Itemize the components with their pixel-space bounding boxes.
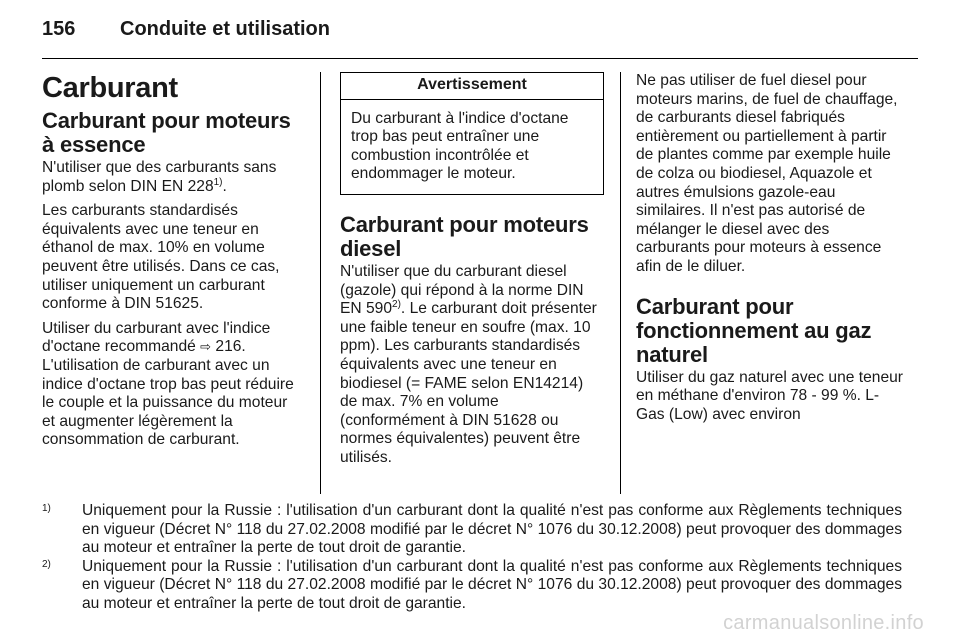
- footnotes: [42, 502, 902, 614]
- paragraph-diesel: [340, 263, 604, 468]
- warning-box: [340, 72, 604, 195]
- watermark: carmanualsonline.info: [723, 612, 924, 634]
- paragraph-unleaded-end: .: [222, 177, 227, 195]
- column-divider-1: [320, 72, 321, 494]
- paragraph-ethanol: Les carburants standardisés équivalents avec une teneur en éthanol de max. 10% en volume peuvent être utilisés. Dans ce cas, utiliser uniquement un carburant conforme à DIN 51625.: [42, 202, 280, 313]
- footnote-mark: 2): [42, 558, 51, 570]
- column-1: [42, 72, 304, 456]
- subsection-title-gaz-naturel: Carburant pour fonctionnement au gaz naturel: [636, 293, 872, 367]
- paragraph-diesel-b: . Le carburant doit présenter une faible teneur en soufre (max. 10 ppm). Les carburants standardisés équivalents avec une teneur en biodiesel (= FAME selon EN14214) de max. 7% en volume (conformément à DIN 51628 ou normes équivalentes) peuvent être utilisés.: [340, 300, 597, 466]
- page-reference-arrow-icon: ⇨: [200, 339, 212, 355]
- subsection-title-diesel: Carburant pour moteurs diesel: [340, 211, 589, 261]
- paragraph-gaz-naturel: Utiliser du gaz naturel avec une teneur en méthane d'environ 78 - 99 %. L-Gas (Low) avec environ: [636, 368, 903, 423]
- paragraph-diesel-a: N'utiliser que du carburant diesel (gazole) qui répond à la norme DIN EN 590: [340, 262, 584, 318]
- footnote-item: [42, 502, 902, 558]
- paragraph-octane-a: Utiliser du carburant avec l'indice d'octane recommandé: [42, 319, 271, 356]
- chapter-title: Conduite et utilisation: [120, 18, 330, 40]
- page-header: [42, 18, 330, 48]
- header-rule: [42, 58, 918, 59]
- paragraph-octane-b: . L'utilisation de carburant avec un indice d'octane trop bas peut réduire le couple et la puissance du moteur et augmenter légèrement la consommation de carburant.: [42, 338, 294, 449]
- section-title-carburant: Carburant: [42, 72, 178, 104]
- paragraph-unleaded-text: N'utiliser que des carburants sans plomb selon DIN EN 228: [42, 159, 277, 195]
- paragraph-octane: [42, 320, 304, 450]
- warning-title: Avertissement: [341, 73, 603, 100]
- footnote-ref-2[interactable]: 2): [392, 298, 401, 310]
- page-reference-link[interactable]: 216: [215, 338, 242, 356]
- footnote-mark: 1): [42, 503, 51, 514]
- column-divider-2: [620, 72, 621, 494]
- footnote-item: [42, 558, 902, 614]
- column-3: [636, 72, 904, 430]
- subsection-title-essence: Carburant pour moteurs à essence: [42, 108, 291, 157]
- warning-text: Du carburant à l'indice d'octane trop bas peut entraîner une combustion incontrôlée et endommager le moteur.: [351, 109, 569, 183]
- column-2: [340, 72, 604, 474]
- footnote-ref-1[interactable]: 1): [213, 176, 223, 188]
- footnote-text: Uniquement pour la Russie : l'utilisation d'un carburant dont la qualité n'est pas conforme aux Règlements techniques en vigueur (Décret N° 118 du 27.02.2008 modifié par le décret N° 1076 du 30.12.2008) peut provoquer des dommages au moteur et entraîner la perte de tout droit de garantie.: [82, 557, 902, 612]
- paragraph-unleaded: [42, 159, 304, 196]
- paragraph-diesel-restrictions: Ne pas utiliser de fuel diesel pour moteurs marins, de fuel de chauffage, de carburants diesel fabriqués entièrement ou partiellement à partir de plantes comme par exemple huile de colza ou biodiesel, Aquazole et autres émulsions gazole-eau similaires. Il n'est pas autorisé de mélanger le diesel avec des carburants pour moteurs à essence afin de le diluer.: [636, 72, 898, 275]
- footnote-text: Uniquement pour la Russie : l'utilisation d'un carburant dont la qualité n'est pas conforme aux Règlements techniques en vigueur (Décret N° 118 du 27.02.2008 modifié par le décret N° 1076 du 30.12.2008) peut provoquer des dommages au moteur et entraîner la perte de tout droit de garantie.: [82, 502, 902, 557]
- page-number: 156: [42, 18, 76, 40]
